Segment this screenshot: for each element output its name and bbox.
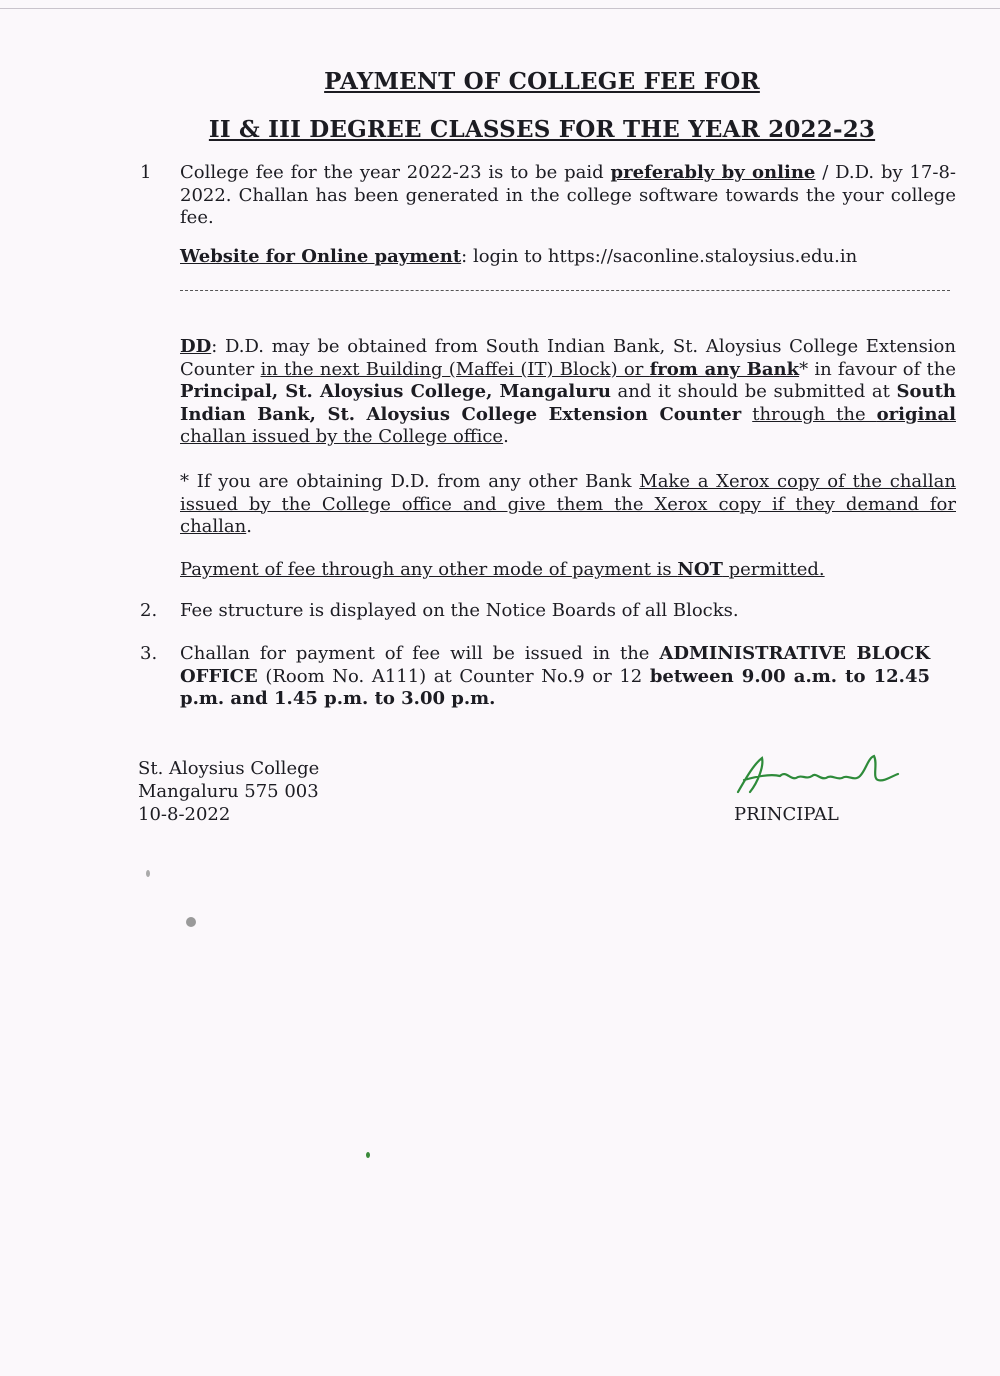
dd-favour-text: * in favour of the	[799, 358, 957, 380]
dd-original: original	[876, 403, 956, 425]
dd-period: .	[503, 426, 509, 447]
dd-paragraph	[180, 336, 956, 449]
title-line-1: PAYMENT OF COLLEGE FEE FOR	[324, 68, 760, 95]
dd-challan: challan issued by the College office	[180, 426, 504, 447]
online-preference: preferably by online	[610, 162, 816, 183]
signature-icon	[728, 752, 918, 800]
college-name: St. Aloysius College	[138, 758, 320, 779]
xerox-note	[180, 471, 956, 539]
scan-speck	[146, 870, 150, 877]
item-1-deadline-text: / D.D. by 17-8-2022. Challan has been generated in the college software towards the your college fee.	[180, 162, 956, 228]
college-city: Mangaluru 575 003	[138, 781, 319, 802]
item-1-text: College fee for the year 2022-23 is to be paid	[180, 162, 611, 183]
room-counter-text: (Room No. A111) at Counter No.9 or 12	[257, 665, 650, 687]
website-label: Website for Online payment	[180, 246, 462, 267]
xerox-note-text: * If you are obtaining D.D. from any other Bank	[180, 471, 640, 492]
dd-payee: Principal, St. Aloysius College, Mangaluru	[180, 381, 611, 402]
item-1-number: 1	[140, 162, 152, 183]
dashed-separator	[180, 290, 950, 291]
not-emphasis: NOT	[677, 559, 723, 580]
website-line	[180, 246, 956, 269]
dd-label: DD	[180, 336, 212, 357]
dd-building: in the next Building (Maffei (IT) Block) or	[260, 358, 650, 380]
scan-speck	[366, 1152, 370, 1158]
xerox-period: .	[246, 516, 252, 537]
scan-speck	[186, 917, 196, 927]
notice-date: 10-8-2022	[138, 804, 231, 825]
payment-mode-line	[180, 559, 956, 582]
dd-text: : D.D. may be obtained from South Indian Bank, St. Aloysius College Extension Counter	[180, 336, 956, 380]
item-1-paragraph	[180, 162, 956, 230]
item-3-number: 3.	[140, 643, 158, 664]
payment-mode-text: Payment of fee through any other mode of payment is	[180, 559, 678, 580]
dd-space	[741, 404, 752, 425]
item-3-paragraph	[180, 643, 930, 711]
admin-block-office: ADMINISTRATIVE BLOCK OFFICE	[180, 643, 930, 687]
website-url-text: : login to https://saconline.staloysius.edu.in	[461, 246, 858, 267]
dd-any-bank: from any Bank	[649, 358, 800, 380]
xerox-instruction: Make a Xerox copy of the challan issued by the College office and give them the Xerox copy if they demand for challan	[180, 471, 956, 537]
top-border-line	[0, 8, 1000, 9]
permitted-text: permitted.	[722, 559, 825, 580]
item-2-number: 2.	[140, 600, 158, 621]
principal-label: PRINCIPAL	[734, 804, 839, 825]
dd-through: through the	[752, 403, 877, 425]
item-3-text: Challan for payment of fee will be issued in the	[180, 643, 660, 664]
title-line-2: II & III DEGREE CLASSES FOR THE YEAR 2022-23	[208, 116, 876, 143]
dd-counter: South Indian Bank, St. Aloysius College Extension Counter	[180, 381, 956, 425]
item-2-paragraph: Fee structure is displayed on the Notice Boards of all Blocks.	[180, 600, 739, 621]
office-hours: between 9.00 a.m. to 12.45 p.m. and 1.45 p.m. to 3.00 p.m.	[180, 665, 930, 709]
principal-signature	[728, 752, 918, 804]
dd-submit-text: and it should be submitted at	[610, 381, 897, 402]
